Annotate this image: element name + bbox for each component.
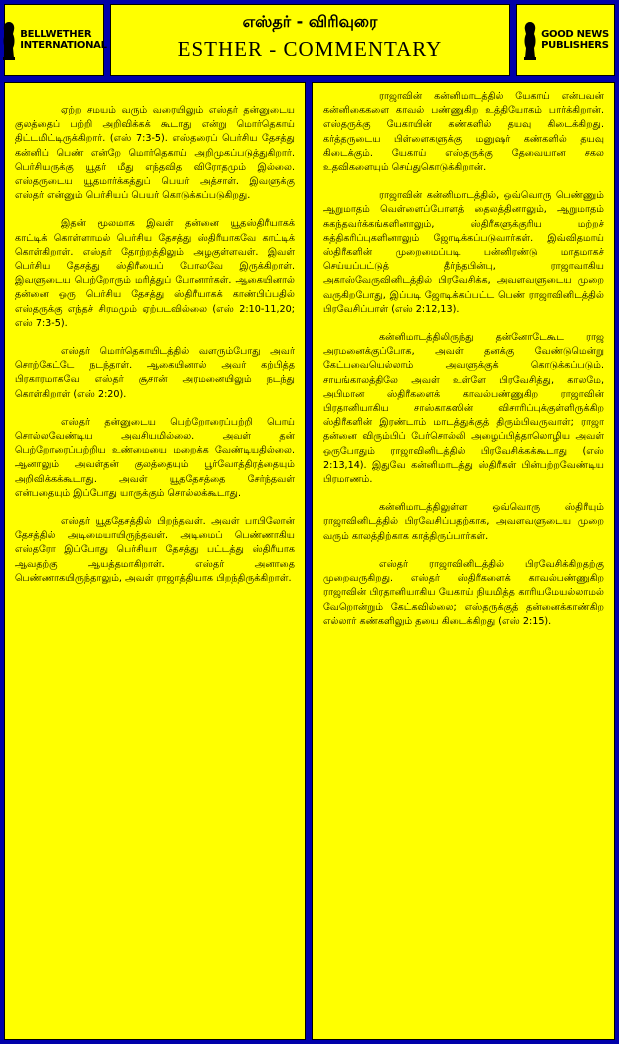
left-paragraph-4: எஸ்தர் தன்னுடைய பெற்றோரைப்பற்றி பொய் சொல்லவேண்டிய அவசியமில்லை. அவள் தன் பெற்றோரைப்பற்றிய உண்மையை மறைக்க வேண்டியதில்லை. ஆனாலும் அவள்தன் குலத்தையும் பூர்வோத்திரத்தையும் அறிவிக்கக்கூடாது. அவள் யூததேசத்தை சேர்ந்தவள் என்பதையும் இப்போது யாருக்கும் சொல்லக்கூடாது. [15, 416, 295, 499]
left-logo-line1: BELLWETHER [20, 29, 92, 40]
bellwether-logo [4, 4, 107, 76]
right-logo-line2: PUBLISHERS [541, 40, 609, 51]
right-column [312, 82, 615, 1040]
title-tamil: எஸ்தர் - விரிவுரை [242, 12, 378, 31]
right-logo-line1: GOOD NEWS [541, 29, 609, 40]
ram-silhouette-icon [1, 20, 17, 60]
left-paragraph-3: எஸ்தர் மொர்தெகாயிடத்தில் வளரும்போது அவர் சொற்கேட்டே நடந்தாள். ஆகையினால் அவர் கற்பித்த பிரகாரமாகவே எஸ்தர் சூசான் அரமனையிலும் நடந்து கொள்கிறாள் (எஸ் 2:20). [15, 346, 295, 400]
left-paragraph-5: எஸ்தர் யூததேசத்தில் பிறந்தவள். அவள் பாபிலோன் தேசத்தில் அடிமையாயிருந்தவள். அடிமைப் பெண்ணாகிய எஸ்தரோ இப்போது பெர்சியா தேசத்து பட்டத்து ஸ்திரீயாக ஆவதற்கு ஆயத்தமாகிறாள். எஸ்தர் அனாதை பெண்ணாகயிருந்தாலும், அவள் ராஜாத்தியாக பிறந்திருக்கிறாள். [15, 516, 295, 584]
right-paragraph-3: கன்னிமாடத்திலிருந்து தன்னோடேகூட ராஜ அரமனைக்குப்போக, அவள் தனக்கு வேண்டுமென்று கேட்பவையெல்லாம் அவளுக்குக் கொடுக்கப்படும். சாயங்காலத்திலே அவள் உள்ளே பிரவேசித்து, காலமே, அபிமான ஸ்திரீகளைக் காவல்பண்ணுகிற ராஜாவின் பிரதானியாகிய சாஸ்காகஸின் விசாரிப்புக்குள்ளிருக்கிற ஸ்திரீகளின் இரண்டாம் மாடத்துக்குத் திரும்பிவருவாள்; ராஜா தன்னை விரும்பிப் பேர்சொல்லி அழைப்பித்தாலொழிய அவள் ஒருபோதும் ராஜாவினிடத்தில் பிரவேசிக்கக்கூடாது (எஸ் 2:13,14). இதுவே கன்னிமாடத்து ஸ்திரீகள் பின்பற்றவேண்டிய பிரமாணம். [323, 332, 604, 486]
right-paragraph-1: ராஜாவின் கன்னிமாடத்தில் யேகாய் என்பவன் கன்னிகைகளை காவல் பண்ணுகிற உத்தியோகம் பார்க்கிறான். எஸ்தருக்கு யேகாயின் கண்களில் தயவு கிடைக்கிறது. கர்த்தருடைய பிள்ளைகளுக்கு மனுஷர் கண்களில் தயவு கிடைக்கும். யேகாய் எஸ்தருக்கு தேவையான சகல உதவிகளையும் செய்துகொடுக்கிறான். [323, 91, 604, 174]
left-logo-line2: INTERNATIONAL [20, 40, 107, 51]
good-news-logo [516, 4, 615, 76]
left-column [4, 82, 306, 1040]
right-paragraph-5: எஸ்தர் ராஜாவினிடத்தில் பிரவேசிக்கிறதற்கு முறைவருகிறது. எஸ்தர் ஸ்திரீகளைக் காவல்பண்ணுகிற ராஜாவின் பிரதானியாகிய யேகாய் நியமித்த காரியமேயல்லாமல் வேறொன்றும் கேட்கவில்லை; எஸ்தருக்குத் தன்னைக்காண்கிற எல்லார் கண்களிலும் தயை கிடைக்கிறது (எஸ் 2:15). [323, 558, 604, 627]
title-english: ESTHER - COMMENTARY [177, 37, 443, 61]
left-paragraph-2: இதன் மூலமாக இவள் தன்னை யூதஸ்திரீயாகக் காட்டிக் கொள்ளாமல் பெர்சிய தேசத்து ஸ்திரீயாகவே காட்டிக் கொள்கிறாள். எஸ்தர் தோற்றத்திலும் அழகுள்ளவள். இவள் பெர்சிய தேசத்து ஸ்திரீயைப் போலவே இருக்கிறாள். இவளுடைய பெற்றோரும் மரித்துப் போனார்கள். ஆகையினால் தன்னை ஒரு பெர்சிய தேசத்து ஸ்திரீயாகக் காண்பிப்பதில் எஸ்தருக்கு எந்தச் சிரமமும் ஏற்படவில்லை (எஸ் 2:10-11,20; எஸ் 7:3-5). [15, 218, 295, 329]
right-paragraph-2: ராஜாவின் கன்னிமாடத்தில், ஒவ்வொரு பெண்ணும் ஆறுமாதம் வெள்ளைப்போளத் தைலத்தினாலும், ஆறுமாதம் சுகந்தவர்க்கங்களினாலும், ஸ்திரீகளுக்குரிய மற்றச் சுத்திகரிப்புகளினாலும் ஜோடிக்கப்படுவார்கள். இவ்விதமாய் ஸ்திரீகளின் முறைமைப்படி பன்னிரண்டு மாதமாகச் செய்யப்பட்டுத் தீர்ந்தபின்பு, ராஜாவாகிய அகாஸ்வேருவினிடத்தில் பிரவேசிக்க, அவளவளுடைய முறை வருகிறபோது, இப்படி ஜோடிக்கப்பட்ட பெண் ராஜாவினிடத்தில் பிரவேசிப்பாள் (எஸ் 2:12,13). [323, 190, 604, 315]
right-paragraph-4: கன்னிமாடத்திலுள்ள ஒவ்வொரு ஸ்திரீயும் ராஜாவினிடத்தில் பிரவேசிப்பதற்காக, அவளவளுடைய முறை வரும் காலத்திற்காக காத்திருப்பார்கள். [323, 502, 604, 542]
left-paragraph-1: ஏற்ற சமயம் வரும் வரையிலும் எஸ்தர் தன்னுடைய குலத்தைப் பற்றி அறிவிக்கக் கூடாது என்று மொர்தெகாய் திட்டமிட்டிருக்கிறார். (எஸ் 7:3-5). எஸ்தரைப் பெர்சிய தேசத்து கன்னிப் பெண் என்றே மொர்தெகாய் அறிமுகப்படுத்துகிறார். பெர்சியருக்கு யூதர் மீது எந்தவித விரோதமும் இல்லை. எஸ்தருடைய யூதமார்க்கத்துப் பெயர் அத்சாள். இவளுக்கு எஸ்தர் என்னும் பெர்சியப் பெயர் கொடுக்கப்படுகிறது. [15, 105, 295, 202]
header-title-panel [110, 4, 510, 76]
ram-silhouette-icon [522, 20, 538, 60]
